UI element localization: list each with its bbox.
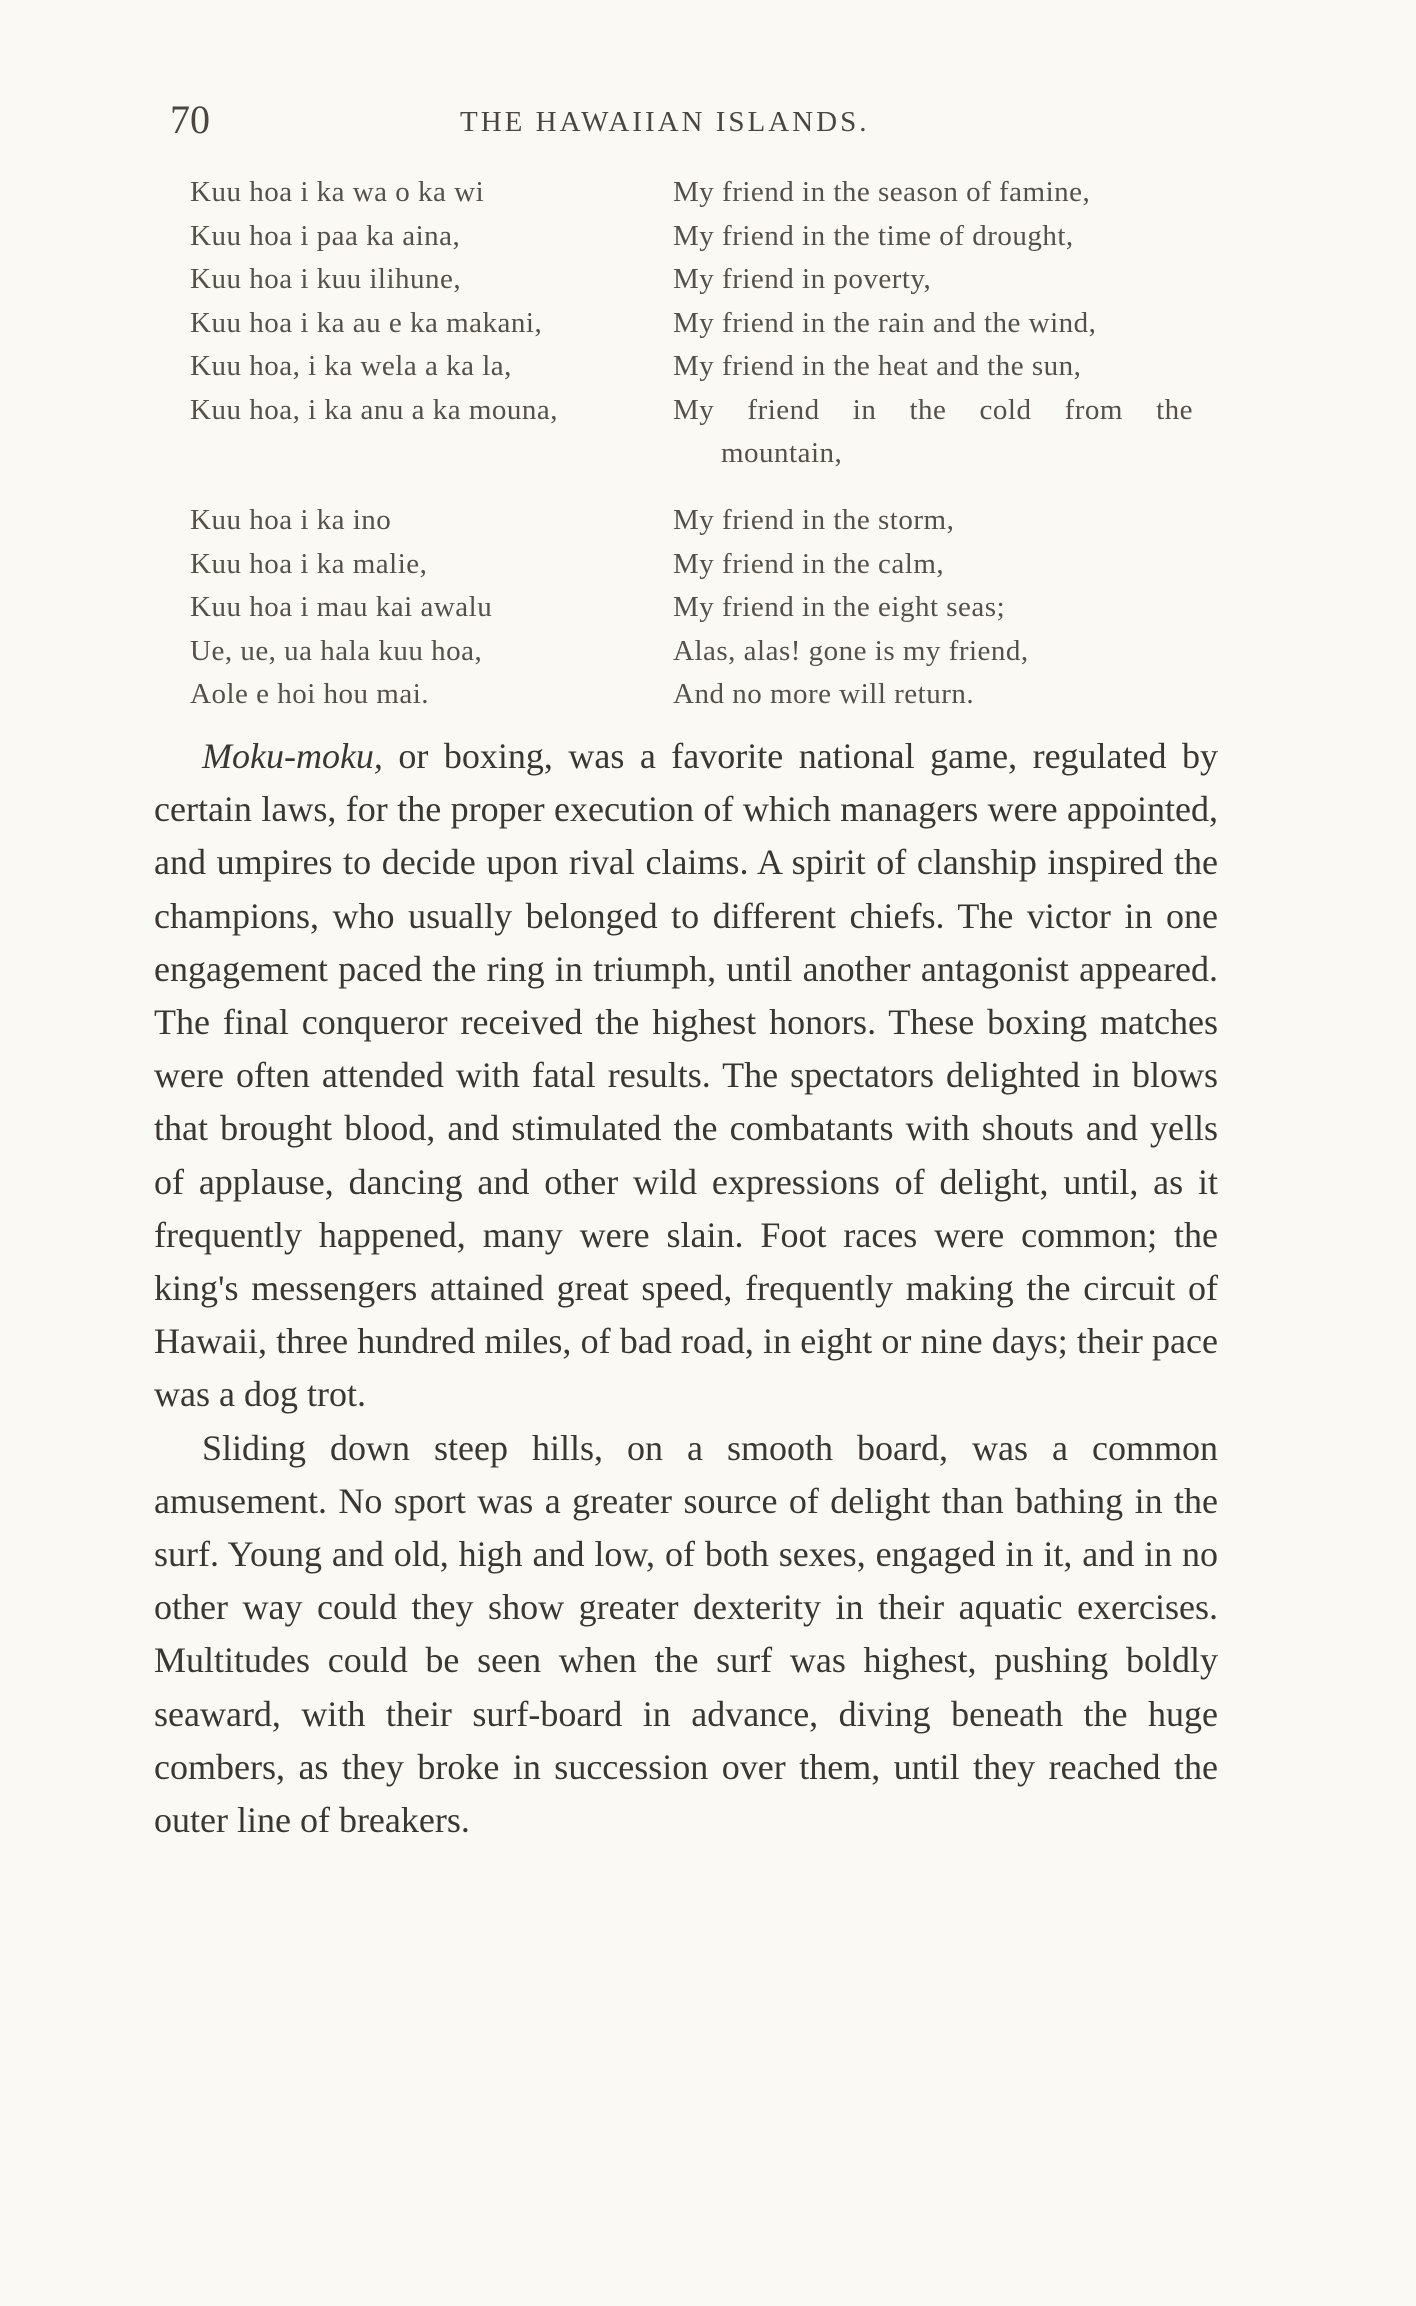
english-line: My friend in the heat and the sun, bbox=[673, 350, 1082, 382]
english-line: My friend in the time of drought, bbox=[673, 219, 1074, 252]
poem-line bbox=[190, 394, 1250, 438]
poem-line bbox=[190, 220, 1250, 264]
english-line: My friend in the rain and the wind, bbox=[673, 306, 1097, 339]
hawaiian-line: Kuu hoa i ka wa o ka wi bbox=[190, 176, 485, 208]
english-line: My friend in the eight seas; bbox=[673, 591, 1006, 623]
english-line: My friend in the season of famine, bbox=[673, 176, 1091, 208]
english-line: And no more will return. bbox=[673, 678, 975, 710]
poem-line bbox=[190, 504, 1250, 548]
body-text bbox=[154, 730, 1218, 1847]
english-line-continuation: mountain, bbox=[721, 437, 843, 469]
poem-line bbox=[190, 263, 1250, 307]
poem-stanza-2 bbox=[190, 504, 1250, 722]
page-number: 70 bbox=[170, 97, 210, 142]
poem-stanza-1 bbox=[190, 176, 1250, 481]
english-line: My friend in the calm, bbox=[673, 547, 945, 580]
hawaiian-line: Kuu hoa, i ka anu a ka mouna, bbox=[190, 393, 559, 426]
hawaiian-line: Kuu hoa i mau kai awalu bbox=[190, 591, 493, 623]
hawaiian-line: Kuu hoa i ka au e ka makani, bbox=[190, 306, 543, 339]
hawaiian-line: Ue, ue, ua hala kuu hoa, bbox=[190, 634, 483, 667]
english-line: My friend in poverty, bbox=[673, 263, 932, 295]
poem-line bbox=[190, 350, 1250, 394]
poem-line bbox=[190, 591, 1250, 635]
english-line: My friend in the cold from the bbox=[673, 393, 1193, 426]
hawaiian-line: Kuu hoa i ka ino bbox=[190, 504, 392, 536]
hawaiian-line: Kuu hoa i ka malie, bbox=[190, 547, 428, 580]
poem-line bbox=[190, 307, 1250, 351]
paragraph-surfing bbox=[154, 1422, 1218, 1848]
paragraph-text: or boxing, was a favorite national game, regulated by certain laws, for the proper execution of which managers were appointed, and umpires to decide upon rival claims. A spirit of clanship inspired the champions, who usually belonged to different chiefs. The victor in one engagement paced the ring in triumph, until another antagonist appeared. The final conqueror received the highest honors. These boxing matches were often attended with fatal results. The spectators delighted in blows that brought blood, and stimulated the combatants with shouts and yells of applause, dancing and other wild expressions of delight, until, as it frequently happened, many were slain. Foot races were common; the king's messengers attained great speed, frequently making the circuit of Hawaii, three hundred miles, of bad road, in eight or nine days; their pace was a dog trot. bbox=[154, 736, 1218, 1415]
poem-line bbox=[190, 635, 1250, 679]
poem-line bbox=[190, 437, 1250, 481]
paragraph-boxing bbox=[154, 730, 1218, 1422]
poem-line bbox=[190, 678, 1250, 722]
page-header bbox=[170, 96, 1230, 146]
english-line: Alas, alas! gone is my friend, bbox=[673, 634, 1029, 667]
running-title: THE HAWAIIAN ISLANDS. bbox=[460, 106, 870, 138]
hawaiian-line: Aole e hoi hou mai. bbox=[190, 678, 430, 710]
term-moku-moku: Moku-moku, bbox=[202, 736, 383, 776]
hawaiian-line: Kuu hoa i kuu ilihune, bbox=[190, 263, 462, 295]
paragraph-text: Sliding down steep hills, on a smooth board, was a common amusement. No sport was a greater source of delight than bathing in the surf. Young and old, high and low, of both sexes, engaged in it, and in no other way could they show greater dexterity in their aquatic exercises. Multitudes could be seen when the surf was highest, pushing boldly seaward, with their surf-board in advance, diving beneath the huge combers, as they broke in succession over them, until they reached the outer line of breakers. bbox=[154, 1427, 1218, 1841]
poem-line bbox=[190, 548, 1250, 592]
poem-line bbox=[190, 176, 1250, 220]
hawaiian-line: Kuu hoa i paa ka aina, bbox=[190, 219, 461, 252]
hawaiian-line: Kuu hoa, i ka wela a ka la, bbox=[190, 350, 512, 382]
english-line: My friend in the storm, bbox=[673, 504, 955, 536]
